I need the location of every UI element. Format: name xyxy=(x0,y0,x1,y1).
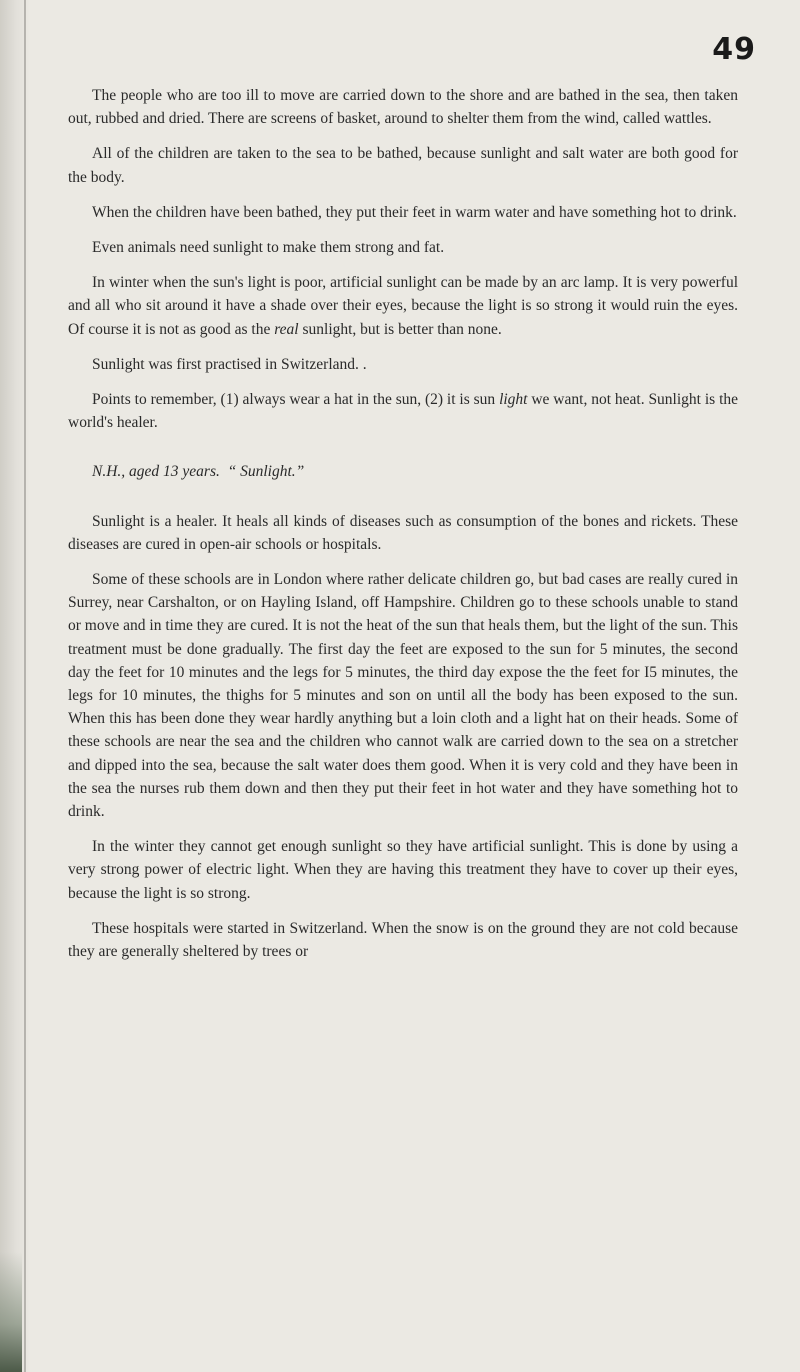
paragraph: These hospitals were started in Switzerland. When the snow is on the ground they are not cold because they are generally sheltered by trees or xyxy=(68,919,738,961)
author: N.H., aged 13 years. xyxy=(92,463,220,481)
binding-shadow xyxy=(0,1252,22,1372)
paragraph-text: In winter when the sun's light is poor, artificial sunlight can be made by an arc lamp. It is very powerful and all who sit around it have a shade over their eyes, because the light is so strong it would ruin the eyes. Of course it is not as good as the xyxy=(68,274,738,338)
italic-word: light xyxy=(499,391,528,409)
paragraph: Sunlight was first practised in Switzerland. . xyxy=(92,355,367,373)
essay-title: “ Sunlight.” xyxy=(227,463,305,481)
page-number: 49 xyxy=(712,32,756,67)
paragraph: In the winter they cannot get enough sunlight so they have artificial sunlight. This is done by using a very strong power of electric light. When they are having this treatment they have to cover up their eyes, because the light is so strong. xyxy=(68,838,738,902)
paragraph-text: Points to remember, (1) always wear a hat in the sun, (2) it is sun xyxy=(92,391,496,409)
paragraph: Some of these schools are in London where rather delicate children go, but bad cases are really cured in Surrey, near Carshalton, or on Hayling Island, off Hampshire. Children go to these schools unable to stand or move and in time they are cured. It is not the heat of the sun that heals them, but the light of the sun. This treatment must be done gradually. The first day the feet are exposed to the sun for 5 minutes, the second day the feet for 10 minutes and the legs for 5 minutes, the third day expose the the feet for I5 minutes, the legs for 10 minutes, the thighs for 5 minutes and son on until all the body has been exposed to the sun. When this has been done they wear hardly anything but a loin cloth and a light hat on their heads. Some of these schools are near the sea and the children who cannot walk are carried down to the sea on a stretcher and dipped into the sea, because the salt water does them good. When it is very cold and they have been in the sea the nurses rub them down and then they put their feet in hot water and they have something hot to drink. xyxy=(68,571,738,821)
paragraph: When the children have been bathed, they put their feet in warm water and have something hot to drink. xyxy=(92,203,737,221)
page-body xyxy=(68,84,738,963)
paragraph xyxy=(68,271,738,341)
paragraph: All of the children are taken to the sea to be bathed, because sunlight and salt water are both good for the body. xyxy=(68,145,738,186)
essay-byline xyxy=(68,460,738,483)
italic-word: real xyxy=(274,320,299,338)
paragraph-text: sunlight, but is better than none. xyxy=(298,320,502,338)
paragraph: Even animals need sunlight to make them strong and fat. xyxy=(92,239,445,257)
paragraph: Sunlight is a healer. It heals all kinds of diseases such as consumption of the bones and rickets. These diseases are cured in open-air schools or hospitals. xyxy=(68,512,738,553)
paragraph xyxy=(68,388,738,434)
binding-crease xyxy=(24,0,26,1372)
paragraph-text: we want, not heat. Sunlight is the world's healer. xyxy=(68,391,739,432)
paragraph: The people who are too ill to move are carried down to the shore and are bathed in the sea, then taken out, rubbed and dried. There are screens of basket, around to shelter them from the wind, called wattles. xyxy=(68,87,738,128)
